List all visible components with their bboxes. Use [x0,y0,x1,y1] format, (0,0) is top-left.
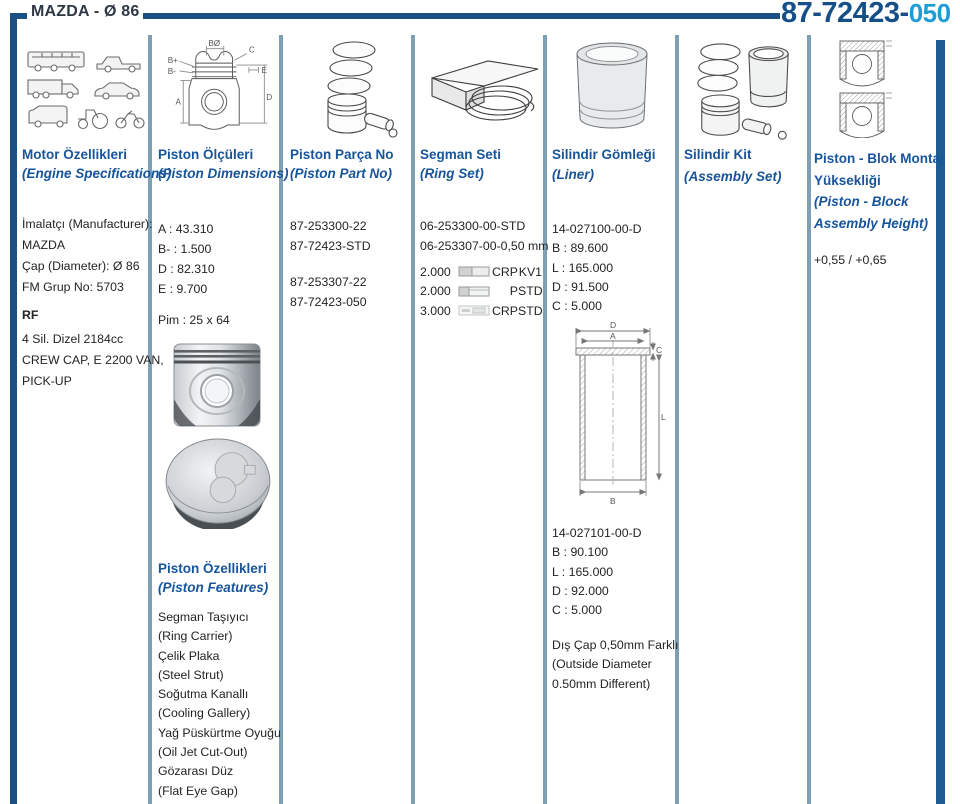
part-number-group-std [290,217,371,256]
cylinder-kit-illustration [690,40,796,150]
note-line: Dış Çap 0,50mm Farklı [552,638,679,652]
dim-label-b-minus: B- [167,66,176,76]
application-line: PICK-UP [22,374,72,388]
column-piston-dimensions [158,0,289,804]
section-title: Piston Ölçüleri [158,147,254,162]
assembly-height-value: +0,55 / +0,65 [814,253,887,267]
dimension-line: D : 82.310 [158,262,215,276]
liner-dim-d: D [610,320,617,330]
liner-spec-line: B : 90.100 [552,545,609,560]
liner-dim-b: B [610,496,616,506]
assembly-height-heading [814,148,944,234]
ring-grade: STD [518,284,543,299]
section-subtitle: (Piston Part No) [290,166,393,181]
dim-label-d: D [266,92,273,102]
piston-side-photo [168,341,266,431]
liner-note [552,636,678,694]
liner-dim-a: A [610,331,616,341]
section-subtitle: (Ring Set) [420,166,484,181]
ring-spec-row [420,262,542,282]
dimension-line: A : 43.310 [158,222,214,236]
section-subtitle: (Piston Features) [158,580,269,595]
liner-spec-line: C : 5.000 [552,299,602,314]
dimension-line: B- : 1.500 [158,242,212,256]
feature-line: (Ring Carrier) [158,629,233,644]
piston-cross-section-diagrams [832,38,898,138]
ring-spec-row [420,301,542,321]
left-border-bar [10,13,17,804]
dim-label-a: A [175,97,181,107]
ring-profile-icon [456,266,492,277]
part-number-line: 06-253300-00-STD [420,219,526,233]
section-title: Piston Özellikleri [158,561,267,576]
column-separator [148,35,152,804]
piston-with-rings-illustration [308,38,400,140]
column-ring-set [420,0,549,804]
feature-line: (Steel Strut) [158,667,224,682]
section-title: Piston Parça No [290,147,394,162]
spec-line: MAZDA [22,238,66,252]
ring-spec-row [420,282,542,302]
note-line: (Outside Diameter [552,657,652,672]
part-number-line: 06-253307-00-0,50 mm [420,238,549,253]
column-cylinder-kit [684,0,805,804]
section-subtitle-line: Assembly Height) [814,215,929,231]
column-separator [807,35,811,804]
ring-type: CRP [492,264,518,279]
column-piston-part-no [290,0,409,804]
ring-size: 3.000 [420,303,451,318]
dimension-list [158,219,215,299]
section-title: Motor Özellikleri [22,147,128,162]
feature-line: (Cooling Gallery) [158,706,251,721]
part-number-line: 87-253307-22 [290,275,367,289]
column-separator [411,35,415,804]
dim-label-c: C [248,45,255,55]
ring-profile-icon [456,286,492,297]
ring-spec-table [420,262,542,321]
part-number-group-oversize [290,273,367,312]
liner-dimension-diagram [560,320,666,510]
part-number-suffix: 050 [908,0,951,28]
section-subtitle: (Assembly Set) [684,169,782,184]
section-subtitle-line: (Piston - Block [814,194,909,209]
column-engine-specs [22,0,172,804]
part-number-line: 87-253300-22 [290,219,367,233]
ring-size: 2.000 [420,284,451,299]
section-title: Silindir Kit [684,147,752,162]
liner-spec-line: 14-027101-00-D [552,526,642,540]
ring-type: P [509,284,518,299]
column-separator [543,35,547,804]
dim-label-bo: BØ [208,40,221,48]
liner-dim-l: L [661,412,666,422]
column-assembly-height [814,0,944,804]
section-title-line: Piston - Blok Montaj [814,151,944,166]
application-line: CREW CAP, E 2200 VAN, [22,353,164,367]
column-liner [552,0,679,804]
feature-line: (Oil Jet Cut-Out) [158,745,248,760]
section-subtitle: (Liner) [552,167,594,182]
ring-set-illustration [426,50,544,132]
feature-line: Yağ Püskürtme Oyuğu [158,725,281,740]
feature-line: Segman Taşıyıcı [158,610,249,624]
vehicle-types-illustration [24,42,146,136]
section-title: Silindir Gömleği [552,147,656,162]
ring-size: 2.000 [420,264,451,279]
feature-line: Gözarası Düz [158,764,234,779]
feature-line: Çelik Plaka [158,648,220,663]
dim-label-b-plus: B+ [167,56,179,66]
liner-spec-line: D : 91.500 [552,279,609,294]
piston-dimensions-diagram [162,40,274,152]
feature-line: (Flat Eye Gap) [158,783,238,798]
section-title-line: Yüksekliği [814,172,881,188]
part-number-line: 87-72423-050 [290,294,367,309]
spec-line: FM Grup No: 5703 [22,280,124,294]
application-line: 4 Sil. Dizel 2184cc [22,332,124,346]
liner-spec-line: B : 89.600 [552,241,609,256]
dim-label-e: E [261,65,267,75]
engine-code: RF [22,308,39,322]
liner-spec-line: L : 165.000 [552,564,614,579]
liner-spec-line: 14-027100-00-D [552,222,642,236]
part-number-line: 87-72423-STD [290,238,371,253]
feature-line: Soğutma Kanallı [158,687,249,702]
liner-spec-line: D : 92.000 [552,583,609,598]
ring-set-part-numbers [420,217,549,256]
feature-list [158,608,281,801]
ring-profile-icon [456,305,492,316]
engine-application-list [22,329,164,392]
liner-std-specs [552,220,642,316]
section-subtitle: (Engine Specifications) [22,166,172,181]
liner-dim-c: C [656,345,663,355]
part-number-main: 87-72423- [781,0,909,29]
liner-spec-line: L : 165.000 [552,260,614,275]
engine-spec-list [22,214,153,298]
spec-line: İmalatçı (Manufacturer): [22,217,153,231]
page-title: MAZDA - Ø 86 [31,3,140,20]
section-title: Segman Seti [420,147,502,162]
spec-line: Çap (Diameter): Ø 86 [22,259,140,273]
ring-grade: STD [518,303,543,318]
note-line: 0.50mm Different) [552,676,651,691]
liner-illustration [566,40,658,136]
liner-oversize-specs [552,524,642,620]
dimension-line: E : 9.700 [158,282,208,296]
liner-spec-line: C : 5.000 [552,603,602,618]
pin-dimension: Pim : 25 x 64 [158,313,230,327]
ring-type: CRP [492,303,518,318]
ring-grade: KV1 [518,264,542,279]
piston-top-photo [162,437,274,529]
section-subtitle: (Piston Dimensions) [158,166,289,181]
